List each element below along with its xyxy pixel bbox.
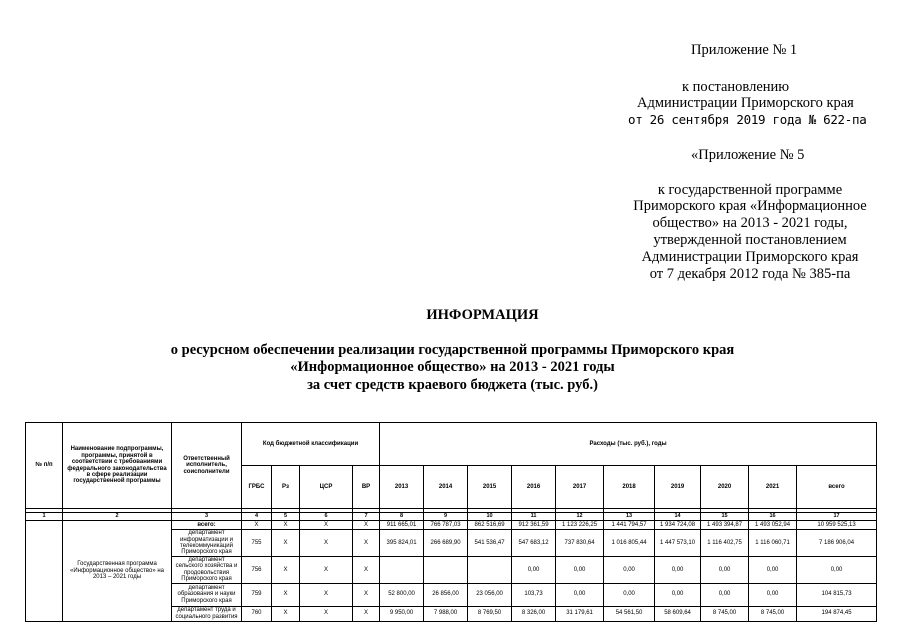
value-cell xyxy=(424,557,468,584)
value-cell: 0,00 xyxy=(701,557,749,584)
column-number: 2 xyxy=(63,513,172,521)
column-number: 14 xyxy=(655,513,701,521)
value-cell: 1 493 394,87 xyxy=(701,521,749,530)
value-cell: 1 116 060,71 xyxy=(749,530,797,557)
value-cell: 1 116 402,75 xyxy=(701,530,749,557)
header-vr: ВР xyxy=(353,466,380,509)
value-cell: 737 830,64 xyxy=(556,530,604,557)
csr-cell: X xyxy=(300,606,353,621)
value-cell: 862 516,69 xyxy=(468,521,512,530)
executor-cell: департамент труда и социального развития xyxy=(172,606,242,621)
column-number: 12 xyxy=(556,513,604,521)
rz-cell: X xyxy=(272,530,300,557)
rz-cell: X xyxy=(272,583,300,606)
executor-cell: департамент сельского хозяйства и продовольствия Приморского края xyxy=(172,557,242,584)
program-name-cell: Государственная программа «Информационное общество» на 2013 – 2021 годы xyxy=(63,521,172,622)
value-cell: 0,00 xyxy=(556,583,604,606)
header-num: № п/п xyxy=(26,423,63,509)
quoted-appendix-line-6: Администрации Приморского края xyxy=(641,249,859,265)
header-year: 2015 xyxy=(468,466,512,509)
header-budget-code: Код бюджетной классификации xyxy=(242,423,380,466)
executor-cell: департамент образования и науки Приморского края xyxy=(172,583,242,606)
header-executor: Ответственный исполнитель, соисполнители xyxy=(172,423,242,509)
quoted-appendix-line-3: Приморского края «Информационное xyxy=(633,198,867,214)
header-grbs: ГРБС xyxy=(242,466,272,509)
quoted-appendix-line-4: общество» на 2013 - 2021 годы, xyxy=(652,215,848,231)
value-cell: 0,00 xyxy=(512,557,556,584)
value-cell: 0,00 xyxy=(604,583,655,606)
grbs-cell: 756 xyxy=(242,557,272,584)
total-cell: 10 959 525,13 xyxy=(797,521,877,530)
row-number-cell xyxy=(26,521,63,622)
value-cell: 1 493 052,94 xyxy=(749,521,797,530)
csr-cell: X xyxy=(300,530,353,557)
column-number: 8 xyxy=(380,513,424,521)
grbs-cell: X xyxy=(242,521,272,530)
header-csr: ЦСР xyxy=(300,466,353,509)
executor-cell: всего: xyxy=(172,521,242,530)
value-cell: 766 787,03 xyxy=(424,521,468,530)
rz-cell: X xyxy=(272,557,300,584)
column-number: 7 xyxy=(353,513,380,521)
value-cell: 23 056,00 xyxy=(468,583,512,606)
grbs-cell: 755 xyxy=(242,530,272,557)
column-number: 10 xyxy=(468,513,512,521)
header-year: 2018 xyxy=(604,466,655,509)
total-cell: 7 186 906,04 xyxy=(797,530,877,557)
header-expenses: Расходы (тыс. руб.), годы xyxy=(380,423,877,466)
column-number: 13 xyxy=(604,513,655,521)
quoted-appendix-line-2: к государственной программе xyxy=(657,182,843,198)
column-number: 5 xyxy=(272,513,300,521)
grbs-cell: 760 xyxy=(242,606,272,621)
csr-cell: X xyxy=(300,557,353,584)
value-cell: 54 561,50 xyxy=(604,606,655,621)
appendix-line-4: от 26 сентября 2019 года № 622-па xyxy=(628,112,867,127)
rz-cell: X xyxy=(272,521,300,530)
vr-cell: X xyxy=(353,521,380,530)
value-cell: 8 745,00 xyxy=(749,606,797,621)
value-cell: 0,00 xyxy=(749,583,797,606)
value-cell: 1 934 724,08 xyxy=(655,521,701,530)
column-number: 4 xyxy=(242,513,272,521)
header-year: 2016 xyxy=(512,466,556,509)
grbs-cell: 759 xyxy=(242,583,272,606)
header-year: 2021 xyxy=(749,466,797,509)
value-cell: 31 179,61 xyxy=(556,606,604,621)
appendix-line-2: к постановлению xyxy=(682,79,790,95)
executor-cell: департамент информатизации и телекоммуникаций Приморского края xyxy=(172,530,242,557)
column-number: 15 xyxy=(701,513,749,521)
value-cell: 0,00 xyxy=(701,583,749,606)
value-cell: 9 950,00 xyxy=(380,606,424,621)
value-cell: 0,00 xyxy=(749,557,797,584)
header-program-name: Наименование подпрограммы, программы, принятой в соответствии с требованиями федерального законодательства в сфере реализации государственной программы xyxy=(63,423,172,509)
value-cell: 0,00 xyxy=(556,557,604,584)
document-title-line-3: за счет средств краевого бюджета (тыс. руб.) xyxy=(307,377,598,393)
column-number: 9 xyxy=(424,513,468,521)
csr-cell: X xyxy=(300,583,353,606)
total-cell: 194 874,45 xyxy=(797,606,877,621)
quoted-appendix-line-5: утвержденной постановлением xyxy=(653,232,847,248)
value-cell: 0,00 xyxy=(655,557,701,584)
value-cell: 266 689,90 xyxy=(424,530,468,557)
vr-cell: X xyxy=(353,557,380,584)
table-row xyxy=(26,521,877,530)
value-cell: 0,00 xyxy=(604,557,655,584)
value-cell: 395 824,01 xyxy=(380,530,424,557)
column-number: 6 xyxy=(300,513,353,521)
appendix-line-3: Администрации Приморского края xyxy=(637,95,854,111)
appendix-line-1: Приложение № 1 xyxy=(691,42,798,58)
vr-cell: X xyxy=(353,530,380,557)
column-number: 1 xyxy=(26,513,63,521)
document-heading: ИНФОРМАЦИЯ xyxy=(426,307,539,323)
total-cell: 0,00 xyxy=(797,557,877,584)
value-cell: 8 326,00 xyxy=(512,606,556,621)
column-number-row xyxy=(26,513,877,521)
value-cell: 541 536,47 xyxy=(468,530,512,557)
value-cell: 1 441 794,57 xyxy=(604,521,655,530)
rz-cell: X xyxy=(272,606,300,621)
column-number: 16 xyxy=(749,513,797,521)
document-title-line-2: «Информационное общество» на 2013 - 2021 годы xyxy=(290,359,615,375)
value-cell xyxy=(468,557,512,584)
header-total: всего xyxy=(797,466,877,509)
header-year: 2019 xyxy=(655,466,701,509)
value-cell: 1 447 573,10 xyxy=(655,530,701,557)
column-number: 17 xyxy=(797,513,877,521)
header-year: 2014 xyxy=(424,466,468,509)
value-cell: 52 800,00 xyxy=(380,583,424,606)
value-cell: 103,73 xyxy=(512,583,556,606)
vr-cell: X xyxy=(353,583,380,606)
value-cell xyxy=(380,557,424,584)
header-year: 2020 xyxy=(701,466,749,509)
csr-cell: X xyxy=(300,521,353,530)
column-number: 11 xyxy=(512,513,556,521)
quoted-appendix-line-1: «Приложение № 5 xyxy=(691,147,805,163)
document-title-line-1: о ресурсном обеспечении реализации государственной программы Приморского края xyxy=(170,342,735,358)
quoted-appendix-line-7: от 7 декабря 2012 года № 385-па xyxy=(649,266,851,282)
value-cell: 8 745,00 xyxy=(701,606,749,621)
column-number: 3 xyxy=(172,513,242,521)
value-cell: 912 361,59 xyxy=(512,521,556,530)
value-cell: 58 609,64 xyxy=(655,606,701,621)
vr-cell: X xyxy=(353,606,380,621)
value-cell: 911 665,01 xyxy=(380,521,424,530)
value-cell: 8 769,50 xyxy=(468,606,512,621)
value-cell: 7 988,00 xyxy=(424,606,468,621)
header-year: 2013 xyxy=(380,466,424,509)
total-cell: 104 815,73 xyxy=(797,583,877,606)
header-rz: Рз xyxy=(272,466,300,509)
value-cell: 0,00 xyxy=(655,583,701,606)
header-year: 2017 xyxy=(556,466,604,509)
value-cell: 1 123 226,25 xyxy=(556,521,604,530)
value-cell: 547 683,12 xyxy=(512,530,556,557)
value-cell: 26 856,00 xyxy=(424,583,468,606)
resource-table xyxy=(25,422,877,622)
value-cell: 1 016 805,44 xyxy=(604,530,655,557)
